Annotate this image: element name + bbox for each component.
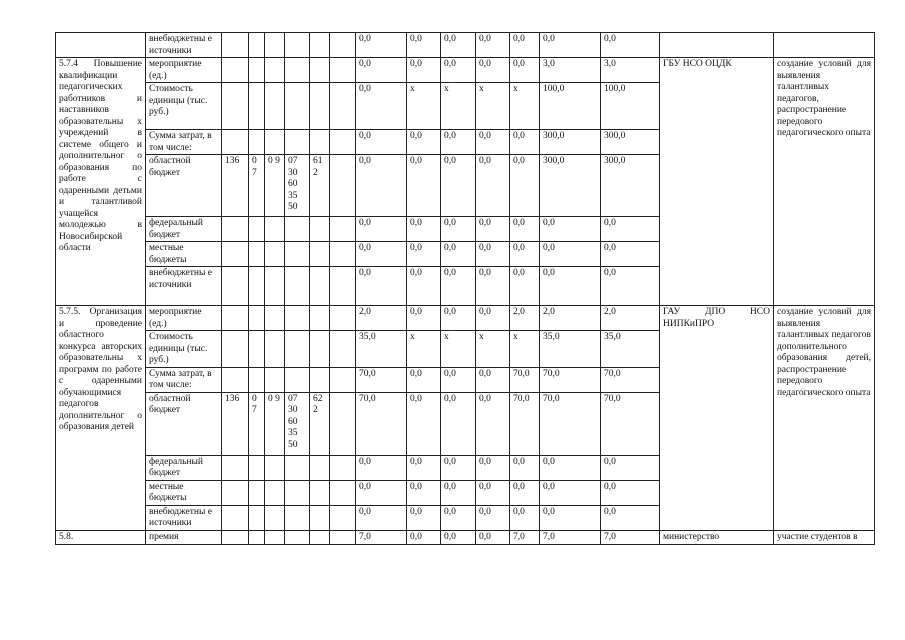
- value-cell: х: [441, 83, 476, 130]
- value-cell: 0,0: [407, 367, 441, 392]
- value-cell: 0,0: [476, 455, 510, 480]
- value-cell: х: [476, 331, 510, 368]
- kbk-extra-cell: [330, 455, 356, 480]
- value-cell: 0,0: [441, 155, 476, 217]
- value-cell: 0,0: [601, 480, 660, 505]
- value-cell: 0,0: [476, 155, 510, 217]
- value-cell: 0,0: [540, 505, 601, 530]
- cost-type-cell: внебюджетны е источники: [146, 505, 222, 530]
- cost-type-cell: Сумма затрат, в том числе:: [146, 367, 222, 392]
- measure-name-cell: [56, 33, 146, 58]
- result-cell: участие студентов в: [774, 530, 875, 544]
- value-cell: 300,0: [601, 130, 660, 155]
- kbk-rz-cell: [249, 217, 265, 242]
- value-cell: 0,0: [540, 455, 601, 480]
- kbk-grbs-cell: 136: [222, 155, 249, 217]
- result-cell: создание условий для выявления талантливых педагогов, распространение передового педагогического опыта: [774, 58, 875, 306]
- kbk-vr-cell: [310, 367, 330, 392]
- value-cell: 0,0: [441, 367, 476, 392]
- kbk-grbs-cell: [222, 58, 249, 83]
- kbk-grbs-cell: [222, 367, 249, 392]
- value-cell: 2,0: [510, 306, 540, 331]
- value-cell: 0,0: [601, 267, 660, 306]
- cost-type-cell: внебюджетны е источники: [146, 33, 222, 58]
- value-cell: 0,0: [356, 58, 407, 83]
- budget-table: [55, 32, 875, 545]
- value-cell: 0,0: [510, 130, 540, 155]
- value-cell: 3,0: [601, 58, 660, 83]
- value-cell: 0,0: [476, 58, 510, 83]
- cost-type-cell: Стоимость единицы (тыс. руб.): [146, 83, 222, 130]
- value-cell: 7,0: [356, 530, 407, 544]
- value-cell: х: [510, 331, 540, 368]
- value-cell: 70,0: [601, 392, 660, 455]
- value-cell: 0,0: [476, 217, 510, 242]
- kbk-rz-cell: [249, 130, 265, 155]
- kbk-grbs-cell: [222, 33, 249, 58]
- value-cell: 0,0: [407, 505, 441, 530]
- kbk-vr-cell: [310, 58, 330, 83]
- kbk-extra-cell: [330, 367, 356, 392]
- value-cell: 0,0: [356, 455, 407, 480]
- cost-type-cell: федеральный бюджет: [146, 217, 222, 242]
- value-cell: 0,0: [356, 33, 407, 58]
- cost-type-cell: внебюджетны е источники: [146, 267, 222, 306]
- measure-name-cell: 5.7.5. Организация и проведение областного конкурса авторских образовательны х программ по работе с одаренными обучающимися педагогов дополнительног о образования детей: [56, 306, 146, 531]
- value-cell: 70,0: [510, 367, 540, 392]
- kbk-pr-cell: [265, 505, 285, 530]
- kbk-pr-cell: [265, 367, 285, 392]
- value-cell: 0,0: [476, 306, 510, 331]
- kbk-csr-cell: [285, 33, 310, 58]
- value-cell: 0,0: [510, 33, 540, 58]
- value-cell: 2,0: [356, 306, 407, 331]
- value-cell: 0,0: [540, 217, 601, 242]
- value-cell: 70,0: [601, 367, 660, 392]
- kbk-grbs-cell: [222, 455, 249, 480]
- value-cell: 0,0: [407, 130, 441, 155]
- table-row: [56, 306, 875, 331]
- value-cell: 0,0: [356, 267, 407, 306]
- kbk-grbs-cell: [222, 530, 249, 544]
- value-cell: 100,0: [540, 83, 601, 130]
- kbk-grbs-cell: [222, 130, 249, 155]
- value-cell: 0,0: [356, 217, 407, 242]
- value-cell: 0,0: [407, 480, 441, 505]
- kbk-csr-cell: [285, 267, 310, 306]
- value-cell: 0,0: [407, 306, 441, 331]
- kbk-grbs-cell: [222, 217, 249, 242]
- value-cell: 0,0: [441, 217, 476, 242]
- kbk-grbs-cell: [222, 480, 249, 505]
- kbk-csr-cell: [285, 530, 310, 544]
- value-cell: 0,0: [441, 530, 476, 544]
- kbk-csr-cell: [285, 480, 310, 505]
- kbk-csr-cell: [285, 242, 310, 267]
- value-cell: 70,0: [540, 392, 601, 455]
- value-cell: 0,0: [510, 480, 540, 505]
- value-cell: 0,0: [540, 267, 601, 306]
- kbk-csr-cell: [285, 505, 310, 530]
- table-row: [56, 33, 875, 58]
- kbk-pr-cell: [265, 480, 285, 505]
- value-cell: 0,0: [540, 242, 601, 267]
- kbk-pr-cell: [265, 33, 285, 58]
- kbk-pr-cell: [265, 267, 285, 306]
- kbk-rz-cell: [249, 505, 265, 530]
- value-cell: 0,0: [441, 242, 476, 267]
- value-cell: 0,0: [601, 455, 660, 480]
- kbk-extra-cell: [330, 33, 356, 58]
- value-cell: х: [407, 83, 441, 130]
- cost-type-cell: Сумма затрат, в том числе:: [146, 130, 222, 155]
- kbk-vr-cell: [310, 130, 330, 155]
- kbk-extra-cell: [330, 505, 356, 530]
- value-cell: 70,0: [356, 367, 407, 392]
- kbk-rz-cell: [249, 267, 265, 306]
- value-cell: 0,0: [441, 130, 476, 155]
- kbk-pr-cell: [265, 83, 285, 130]
- value-cell: 0,0: [601, 505, 660, 530]
- value-cell: 35,0: [356, 331, 407, 368]
- kbk-rz-cell: [249, 306, 265, 331]
- kbk-csr-cell: [285, 58, 310, 83]
- value-cell: 70,0: [356, 392, 407, 455]
- kbk-pr-cell: [265, 130, 285, 155]
- cost-type-cell: местные бюджеты: [146, 242, 222, 267]
- kbk-csr-cell: [285, 83, 310, 130]
- value-cell: 0,0: [510, 267, 540, 306]
- kbk-csr-cell: 07 30 60 35 50: [285, 392, 310, 455]
- kbk-vr-cell: [310, 505, 330, 530]
- value-cell: 0,0: [540, 480, 601, 505]
- value-cell: 70,0: [510, 392, 540, 455]
- kbk-grbs-cell: [222, 83, 249, 130]
- kbk-rz-cell: 0 7: [249, 392, 265, 455]
- kbk-grbs-cell: [222, 242, 249, 267]
- value-cell: 300,0: [601, 155, 660, 217]
- kbk-vr-cell: [310, 267, 330, 306]
- value-cell: 0,0: [510, 155, 540, 217]
- kbk-csr-cell: [285, 217, 310, 242]
- kbk-csr-cell: [285, 331, 310, 368]
- kbk-grbs-cell: 136: [222, 392, 249, 455]
- value-cell: 0,0: [356, 130, 407, 155]
- kbk-csr-cell: 07 30 60 35 50: [285, 155, 310, 217]
- kbk-pr-cell: [265, 331, 285, 368]
- result-cell: создание условий для выявления талантливых педагогов дополнительного образования детей, распространение передового педагогического опыта: [774, 306, 875, 531]
- executor-cell: ГБУ НСО ОЦДК: [660, 58, 774, 306]
- value-cell: 0,0: [441, 455, 476, 480]
- value-cell: 2,0: [540, 306, 601, 331]
- value-cell: 0,0: [407, 33, 441, 58]
- value-cell: 7,0: [510, 530, 540, 544]
- value-cell: 7,0: [540, 530, 601, 544]
- measure-name-cell: 5.8.: [56, 530, 146, 544]
- value-cell: 0,0: [407, 155, 441, 217]
- value-cell: 0,0: [476, 242, 510, 267]
- kbk-vr-cell: [310, 480, 330, 505]
- value-cell: 0,0: [510, 242, 540, 267]
- kbk-pr-cell: [265, 306, 285, 331]
- kbk-extra-cell: [330, 242, 356, 267]
- kbk-extra-cell: [330, 530, 356, 544]
- cost-type-cell: премия: [146, 530, 222, 544]
- value-cell: 100,0: [601, 83, 660, 130]
- value-cell: 70,0: [540, 367, 601, 392]
- value-cell: 0,0: [407, 58, 441, 83]
- value-cell: 0,0: [356, 242, 407, 267]
- kbk-vr-cell: [310, 242, 330, 267]
- executor-cell: ГАУ ДПО НСО НИПКиПРО: [660, 306, 774, 531]
- value-cell: 0,0: [407, 242, 441, 267]
- cost-type-cell: областной бюджет: [146, 155, 222, 217]
- value-cell: 0,0: [356, 83, 407, 130]
- kbk-extra-cell: [330, 306, 356, 331]
- kbk-rz-cell: [249, 367, 265, 392]
- kbk-pr-cell: 0 9: [265, 155, 285, 217]
- value-cell: 0,0: [441, 480, 476, 505]
- value-cell: 0,0: [407, 392, 441, 455]
- value-cell: 0,0: [441, 306, 476, 331]
- value-cell: 0,0: [441, 392, 476, 455]
- value-cell: 0,0: [441, 33, 476, 58]
- kbk-vr-cell: [310, 331, 330, 368]
- value-cell: 0,0: [601, 242, 660, 267]
- value-cell: х: [441, 331, 476, 368]
- kbk-vr-cell: 62 2: [310, 392, 330, 455]
- kbk-extra-cell: [330, 130, 356, 155]
- value-cell: 0,0: [441, 505, 476, 530]
- kbk-pr-cell: [265, 58, 285, 83]
- value-cell: 300,0: [540, 155, 601, 217]
- kbk-vr-cell: [310, 306, 330, 331]
- value-cell: 35,0: [540, 331, 601, 368]
- kbk-csr-cell: [285, 306, 310, 331]
- measure-name-cell: 5.7.4 Повышение квалификации педагогических работников и наставников образовательны х учреждений в системе общего и дополнительног о образования по работе с одаренными детьми и талантливой учащейся молодежью в Новосибирской области: [56, 58, 146, 306]
- value-cell: 0,0: [356, 505, 407, 530]
- value-cell: 0,0: [476, 367, 510, 392]
- kbk-extra-cell: [330, 83, 356, 130]
- kbk-pr-cell: [265, 242, 285, 267]
- kbk-grbs-cell: [222, 306, 249, 331]
- value-cell: 0,0: [356, 155, 407, 217]
- kbk-vr-cell: [310, 455, 330, 480]
- kbk-rz-cell: [249, 242, 265, 267]
- table-row: [56, 58, 875, 83]
- value-cell: 35,0: [601, 331, 660, 368]
- result-cell: [774, 33, 875, 58]
- kbk-extra-cell: [330, 217, 356, 242]
- kbk-pr-cell: [265, 217, 285, 242]
- kbk-pr-cell: [265, 455, 285, 480]
- executor-cell: министерство: [660, 530, 774, 544]
- kbk-rz-cell: [249, 58, 265, 83]
- kbk-grbs-cell: [222, 331, 249, 368]
- kbk-rz-cell: 0 7: [249, 155, 265, 217]
- value-cell: 0,0: [407, 455, 441, 480]
- kbk-grbs-cell: [222, 505, 249, 530]
- executor-cell: [660, 33, 774, 58]
- kbk-pr-cell: [265, 530, 285, 544]
- kbk-extra-cell: [330, 267, 356, 306]
- value-cell: х: [476, 83, 510, 130]
- value-cell: 0,0: [601, 217, 660, 242]
- value-cell: 0,0: [356, 480, 407, 505]
- table-row: [56, 530, 875, 544]
- value-cell: 3,0: [540, 58, 601, 83]
- value-cell: 0,0: [441, 267, 476, 306]
- cost-type-cell: областной бюджет: [146, 392, 222, 455]
- value-cell: 0,0: [407, 217, 441, 242]
- value-cell: х: [510, 83, 540, 130]
- kbk-rz-cell: [249, 83, 265, 130]
- value-cell: 0,0: [510, 505, 540, 530]
- value-cell: 0,0: [476, 480, 510, 505]
- cost-type-cell: местные бюджеты: [146, 480, 222, 505]
- cost-type-cell: федеральный бюджет: [146, 455, 222, 480]
- value-cell: 0,0: [476, 267, 510, 306]
- value-cell: х: [407, 331, 441, 368]
- kbk-grbs-cell: [222, 267, 249, 306]
- kbk-vr-cell: [310, 33, 330, 58]
- value-cell: 0,0: [510, 455, 540, 480]
- value-cell: 0,0: [476, 130, 510, 155]
- kbk-extra-cell: [330, 480, 356, 505]
- value-cell: 0,0: [476, 33, 510, 58]
- kbk-vr-cell: [310, 217, 330, 242]
- value-cell: 0,0: [476, 505, 510, 530]
- kbk-csr-cell: [285, 130, 310, 155]
- kbk-pr-cell: 0 9: [265, 392, 285, 455]
- kbk-csr-cell: [285, 367, 310, 392]
- kbk-rz-cell: [249, 33, 265, 58]
- value-cell: 0,0: [407, 530, 441, 544]
- cost-type-cell: Стоимость единицы (тыс. руб.): [146, 331, 222, 368]
- value-cell: 300,0: [540, 130, 601, 155]
- cost-type-cell: мероприятие (ед.): [146, 306, 222, 331]
- value-cell: 0,0: [510, 217, 540, 242]
- kbk-extra-cell: [330, 392, 356, 455]
- value-cell: 0,0: [476, 530, 510, 544]
- value-cell: 0,0: [601, 33, 660, 58]
- kbk-rz-cell: [249, 530, 265, 544]
- value-cell: 0,0: [407, 267, 441, 306]
- kbk-rz-cell: [249, 455, 265, 480]
- value-cell: 0,0: [441, 58, 476, 83]
- value-cell: 0,0: [510, 58, 540, 83]
- value-cell: 0,0: [540, 33, 601, 58]
- kbk-rz-cell: [249, 331, 265, 368]
- kbk-vr-cell: 61 2: [310, 155, 330, 217]
- kbk-extra-cell: [330, 155, 356, 217]
- cost-type-cell: мероприятие (ед.): [146, 58, 222, 83]
- value-cell: 0,0: [476, 392, 510, 455]
- value-cell: 7,0: [601, 530, 660, 544]
- kbk-vr-cell: [310, 530, 330, 544]
- kbk-csr-cell: [285, 455, 310, 480]
- kbk-extra-cell: [330, 331, 356, 368]
- value-cell: 2,0: [601, 306, 660, 331]
- kbk-vr-cell: [310, 83, 330, 130]
- kbk-extra-cell: [330, 58, 356, 83]
- kbk-rz-cell: [249, 480, 265, 505]
